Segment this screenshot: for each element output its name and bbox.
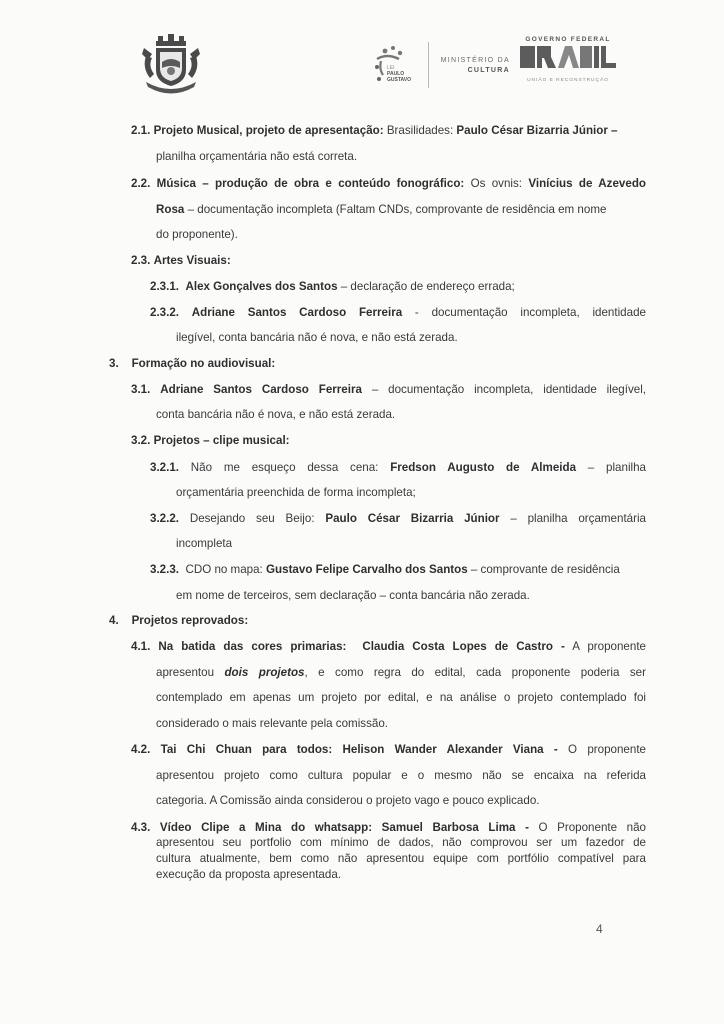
item-title: Artes Visuais: — [153, 254, 231, 267]
project-name: Desejando seu Beijo: — [179, 512, 326, 525]
item-2-2 — [131, 177, 646, 191]
item-3-2-1-cont: orçamentária preenchida de forma incompleta; — [176, 486, 416, 499]
item-4-1-cont2: contemplado em apenas um projeto por edital, e na análise o projeto contemplado foi — [156, 691, 646, 704]
item-reason: A proponente — [564, 640, 646, 653]
item-title: Tai Chi Chuan para todos: Helison Wander Alexander Viana - — [160, 743, 558, 756]
item-reason: - documentação incompleta, identidade — [402, 306, 646, 319]
proponent-name: Vinícius de Azevedo — [528, 177, 646, 190]
lpg-line3: GUSTAVO — [387, 77, 411, 83]
item-reason: – documentação incompleta (Faltam CNDs, comprovante de residência em nome — [184, 203, 607, 216]
item-number: 3.2.3. — [150, 563, 180, 576]
item-3-1 — [131, 383, 646, 397]
section-title: Projetos reprovados: — [131, 614, 249, 627]
item-4-1-cont — [156, 666, 646, 680]
coat-of-arms-icon — [140, 34, 202, 98]
item-4-3-cont3: execução da proposta apresentada. — [156, 868, 341, 881]
brasil-wordmark-icon — [518, 43, 618, 71]
item-2-3-2-cont: ilegível, conta bancária não é nova, e não está zerada. — [176, 331, 458, 344]
item-4-1-cont3: considerado o mais relevante pela comissão. — [156, 717, 388, 730]
gov-tagline: UNIÃO E RECONSTRUÇÃO — [527, 78, 609, 83]
item-number: 2.3. — [131, 254, 151, 267]
item-reason: O Proponente não — [528, 821, 646, 834]
item-number: 2.3.2. — [150, 306, 180, 319]
header-divider — [428, 42, 429, 88]
item-3-2 — [131, 434, 290, 448]
item-4-3 — [131, 821, 646, 835]
item-3-2-2 — [150, 512, 646, 526]
ministry-label — [440, 56, 510, 76]
proponent-name: Alex Gonçalves dos Santos — [185, 280, 338, 293]
item-title: Projetos – clipe musical: — [153, 434, 290, 447]
item-3-2-2-cont: incompleta — [176, 537, 233, 550]
item-2-2-cont2: do proponente). — [156, 228, 238, 241]
proponent-name: Fredson Augusto de Almeida — [390, 461, 577, 474]
section-3 — [109, 357, 275, 371]
item-number: 4.3. — [131, 821, 151, 834]
item-3-2-1 — [150, 461, 646, 475]
item-2-3 — [131, 254, 231, 268]
item-number: 3.2. — [131, 434, 151, 447]
emphasis-text: dois projetos — [224, 666, 305, 679]
item-title: Na batida das cores primarias: Claudia Costa Lopes de Castro - — [158, 640, 565, 653]
gov-top-text: GOVERNO FEDERAL — [525, 36, 611, 43]
item-title: Música – produção de obra e conteúdo fonográfico: — [156, 177, 465, 190]
project-name: Não me esqueço dessa cena: — [179, 461, 391, 474]
proponent-name: Paulo César Bizarria Júnior — [325, 512, 500, 525]
item-3-1-cont: conta bancária não é nova, e não está zerada. — [156, 408, 396, 421]
item-3-2-3-cont: em nome de terceiros, sem declaração – conta bancária não zerada. — [176, 589, 530, 602]
item-reason: – planilha — [576, 461, 646, 474]
item-3-2-3 — [150, 563, 620, 577]
item-4-2-cont: apresentou projeto como cultura popular e o mesmo não se encaixa na referida — [156, 769, 646, 782]
item-4-3-cont: apresentou seu portfolio com mínimo de dados, não comprovou ser um fazedor de — [156, 836, 646, 849]
governo-federal-logo — [518, 36, 618, 90]
item-reason: – planilha orçamentária — [499, 512, 646, 525]
item-2-1-cont: planilha orçamentária não está correta. — [156, 150, 358, 163]
ministry-line1: MINISTÉRIO DA — [440, 57, 510, 64]
item-4-3-cont2: cultura atualmente, bem como não apresentou equipe com portfólio compatível para — [156, 852, 646, 865]
ministry-line2: CULTURA — [467, 67, 510, 74]
page-header — [0, 0, 724, 110]
item-number: 4.1. — [131, 640, 151, 653]
lpg-line2: PAULO — [387, 71, 405, 77]
item-number: 3.1. — [131, 383, 151, 396]
item-4-2-cont2: categoria. A Comissão ainda considerou o projeto vago e pouco explicado. — [156, 794, 540, 807]
item-4-2 — [131, 743, 646, 757]
section-title: Formação no audiovisual: — [131, 357, 276, 370]
item-2-2-cont — [156, 203, 606, 217]
item-number: 2.1. — [131, 124, 151, 137]
project-name: Brasilidades: — [383, 124, 457, 137]
lei-paulo-gustavo-logo — [373, 45, 425, 85]
item-number: 3.2.1. — [150, 461, 180, 474]
item-reason: – declaração de endereço errada; — [337, 280, 515, 293]
proponent-name: Adriane Santos Cardoso Ferreira — [160, 383, 362, 396]
proponent-name: Adriane Santos Cardoso Ferreira — [191, 306, 403, 319]
item-title: Vídeo Clipe a Mina do whatsapp: Samuel Barbosa Lima - — [159, 821, 529, 834]
item-number: 2.2. — [131, 177, 151, 190]
project-name: CDO no mapa: — [179, 563, 267, 576]
item-number: 2.3.1. — [150, 280, 180, 293]
proponent-name: Gustavo Felipe Carvalho dos Santos — [266, 563, 468, 576]
item-number: 3.2.2. — [150, 512, 180, 525]
proponent-name-cont: Rosa — [156, 203, 185, 216]
item-title: Projeto Musical, projeto de apresentação: — [153, 124, 384, 137]
item-2-3-2 — [150, 306, 646, 320]
item-2-1 — [131, 124, 618, 138]
text-run: apresentou — [156, 666, 225, 679]
section-number: 3. — [109, 357, 119, 370]
text-run: , e como regra do edital, cada proponente poderia ser — [304, 666, 646, 679]
item-number: 4.2. — [131, 743, 151, 756]
item-reason: O proponente — [557, 743, 646, 756]
lpg-line1: LEI — [387, 65, 395, 71]
item-2-3-1 — [150, 280, 515, 294]
section-4 — [109, 614, 248, 628]
page-number: 4 — [596, 922, 603, 936]
project-name: Os ovnis: — [464, 177, 529, 190]
section-number: 4. — [109, 614, 119, 627]
item-reason: – documentação incompleta, identidade ilegível, — [361, 383, 646, 396]
item-reason: – comprovante de residência — [467, 563, 620, 576]
proponent-name: Paulo César Bizarria Júnior – — [456, 124, 618, 137]
item-4-1 — [131, 640, 646, 654]
